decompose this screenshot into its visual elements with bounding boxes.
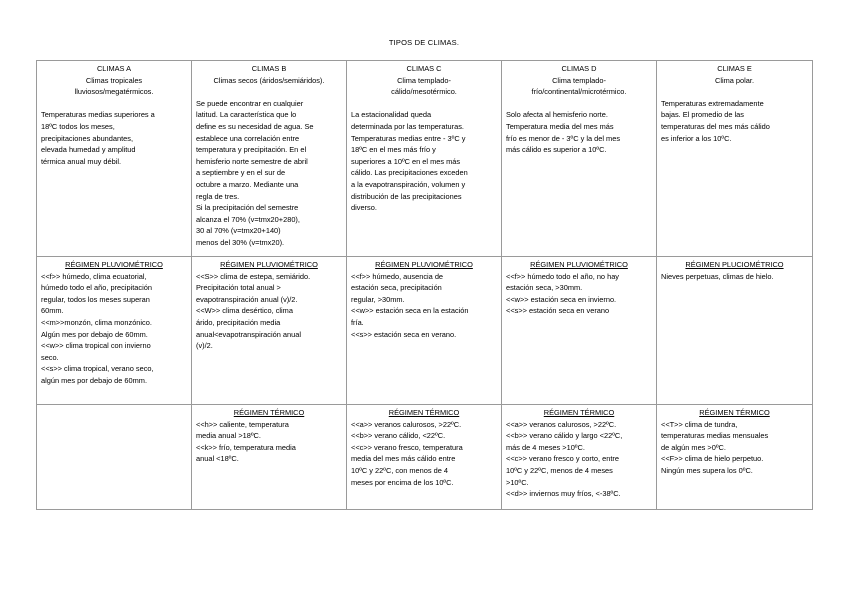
text-line: <<W>> clima desértico, clima [196, 306, 293, 316]
text-line: <<f>> húmedo todo el año, no hay [506, 271, 620, 281]
text-line: frío es menor de - 3ºC y la del mes [506, 133, 621, 143]
thermal-lines [196, 419, 342, 465]
pluvio-title: RÉGIMEN PLUVIOMÉTRICO [530, 260, 628, 269]
text-line: Clima templado- [552, 75, 606, 85]
text-line: Solo afecta al hemisferio norte. [506, 110, 608, 120]
text-line: distribución de las precipitaciones [351, 191, 462, 201]
pluvio-lines [351, 271, 497, 341]
text-line: estación seca, precipitación [351, 283, 442, 293]
text-line: 18ºC en el mes más frío y [351, 145, 436, 155]
text-line: lluviosos/megatérmicos. [74, 87, 154, 97]
climate-cell [192, 61, 347, 257]
pluvio-lines [661, 271, 808, 283]
pluvio-title: RÉGIMEN PLUCIOMÉTRICO [685, 260, 784, 269]
text-line: <<d>> inviernos muy fríos, <-38ºC. [506, 489, 621, 499]
climate-description [351, 109, 497, 213]
climate-cell [37, 61, 192, 257]
thermal-cell [192, 405, 347, 510]
text-line: anual<evapotranspiración anual [196, 329, 301, 339]
text-line: CLIMAS B [251, 64, 287, 73]
text-line: Ningún mes supera los 0ºC. [661, 465, 753, 475]
pluvio-cell [347, 257, 502, 405]
text-line: <<f>> húmedo, clima ecuatorial, [41, 271, 147, 281]
text-line: 18ºC todos los meses, [41, 121, 115, 131]
text-line: temperatura y precipitación. En el [196, 145, 307, 155]
text-line: define es su necesidad de agua. Se [196, 121, 314, 131]
text-line: Nieves perpetuas, climas de hielo. [661, 271, 774, 281]
pluvio-lines [196, 271, 342, 352]
text-line: Climas tropicales [85, 75, 143, 85]
text-line: <<h>> caliente, temperatura [196, 419, 289, 429]
text-line: superiores a 10ºC en el mes más [351, 156, 461, 166]
text-line: algún mes por debajo de 60mm. [41, 375, 147, 385]
text-line: 10ºC y 22ºC, menos de 4 meses [506, 465, 613, 475]
climate-groups-row [37, 61, 813, 257]
text-line: Precipitación total anual > [196, 283, 281, 293]
text-line: Clima templado- [397, 75, 451, 85]
text-line: determinada por las temperaturas. [351, 121, 464, 131]
climate-description [661, 98, 808, 144]
thermal-cell [502, 405, 657, 510]
thermal-lines [506, 419, 652, 500]
text-line: regular, todos los meses superan [41, 294, 150, 304]
text-line: <<s>> estación seca en verano. [351, 329, 457, 339]
text-line: <<s>> estación seca en verano [506, 306, 610, 316]
text-line: <<w>> estación seca en la estación [351, 306, 469, 316]
thermal-lines [661, 419, 808, 477]
text-line: evapotranspiración anual (v)/2. [196, 294, 298, 304]
text-line: CLIMAS D [561, 64, 597, 73]
text-line: <<k>> frío, temperatura media [196, 442, 296, 452]
text-line: octubre a marzo. Mediante una [196, 179, 299, 189]
text-line: <<a>> veranos calurosos, >22ºC. [506, 419, 617, 429]
text-line: media del mes más cálido entre [351, 454, 456, 464]
text-line: <<b>> verano cálido, <22ºC. [351, 431, 446, 441]
climate-description [506, 109, 652, 155]
thermal-title: RÉGIMEN TÉRMICO [543, 408, 615, 417]
text-line: <<s>> clima tropical, verano seco, [41, 364, 154, 374]
text-line: media anual >18ºC. [196, 431, 261, 441]
text-line: alcanza el 70% (v=tmx20+280), [196, 214, 300, 224]
climate-header [196, 63, 342, 86]
text-line: hemisferio norte semestre de abril [196, 156, 308, 166]
text-line: 30 al 70% (v=tmx20+140) [196, 226, 281, 236]
text-line: establece una correlación entre [196, 133, 300, 143]
text-line: <<c>> verano fresco y corto, entre [506, 454, 619, 464]
text-line: de algún mes >0ºC. [661, 442, 726, 452]
text-line: <<F>> clima de hielo perpetuo. [661, 454, 764, 464]
text-line: <<c>> verano fresco, temperatura [351, 442, 463, 452]
text-line: Temperaturas medias entre - 3ºC y [351, 133, 466, 143]
text-line: <<b>> verano cálido y largo <22ºC, [506, 431, 623, 441]
climate-header [506, 63, 652, 98]
pluvio-cell [502, 257, 657, 405]
text-line: 10ºC y 22ºC, con menos de 4 [351, 465, 449, 475]
text-line: temperaturas del mes más cálido [661, 121, 770, 131]
text-line: térmica anual muy débil. [41, 156, 122, 166]
text-line: a la evapotranspiración, volumen y [351, 179, 466, 189]
climate-description [41, 109, 187, 167]
thermal-title: RÉGIMEN TÉRMICO [699, 408, 770, 417]
text-line: <<T>> clima de tundra, [661, 419, 738, 429]
text-line: <<w>> clima tropical con invierno [41, 341, 151, 351]
text-line: CLIMAS E [717, 64, 752, 73]
thermal-cell-empty [37, 405, 192, 510]
text-line: cálido/mesotérmico. [391, 87, 457, 97]
text-line: Temperatura media del mes más [506, 121, 614, 131]
text-line: húmedo todo el año, precipitación [41, 283, 152, 293]
text-line: <<a>> veranos calurosos, >22ºC. [351, 419, 462, 429]
text-line: más de 4 meses >10ºC. [506, 442, 585, 452]
text-line: precipitaciones abundantes, [41, 133, 134, 143]
climate-header [41, 63, 187, 98]
climate-header [351, 63, 497, 98]
climate-cell [502, 61, 657, 257]
pluviometric-regime-row [37, 257, 813, 405]
text-line: más cálido es superior a 10ºC. [506, 145, 607, 155]
text-line: <<w>> estación seca en invierno. [506, 294, 617, 304]
climate-header [661, 63, 808, 86]
climate-description [196, 98, 342, 249]
text-line: Si la precipitación del semestre [196, 203, 299, 213]
climate-cell [657, 61, 813, 257]
text-line: árido, precipitación media [196, 317, 281, 327]
climate-table [36, 60, 813, 510]
text-line: es inferior a los 10ºC. [661, 133, 732, 143]
thermal-lines [351, 419, 497, 489]
text-line: Temperaturas medias superiores a [41, 110, 155, 120]
text-line: La estacionalidad queda [351, 110, 432, 120]
text-line: CLIMAS C [406, 64, 442, 73]
text-line: (v)/2. [196, 341, 213, 351]
text-line: a septiembre y en el sur de [196, 168, 286, 178]
pluvio-cell [657, 257, 813, 405]
climate-cell [347, 61, 502, 257]
pluvio-cell [192, 257, 347, 405]
pluvio-title: RÉGIMEN PLUVIOMÉTRICO [65, 260, 163, 269]
thermal-cell [657, 405, 813, 510]
text-line: >10ºC. [506, 477, 529, 487]
document-title: TIPOS DE CLIMAS. [388, 38, 460, 47]
text-line: menos del 30% (v=tmx20). [196, 237, 285, 247]
text-line: Clima polar. [714, 75, 755, 85]
thermal-cell [347, 405, 502, 510]
text-line: <<f>> húmedo, ausencia de [351, 271, 444, 281]
pluvio-lines [41, 271, 187, 387]
text-line: CLIMAS A [96, 64, 132, 73]
text-line: elevada humedad y amplitud [41, 145, 136, 155]
text-line: seco. [41, 352, 59, 362]
thermal-title: RÉGIMEN TÉRMICO [388, 408, 460, 417]
pluvio-lines [506, 271, 652, 317]
pluvio-title: RÉGIMEN PLUVIOMÉTRICO [375, 260, 473, 269]
text-line: fría. [351, 317, 364, 327]
text-line: Se puede encontrar en cualquier [196, 98, 304, 108]
thermal-regime-row [37, 405, 813, 510]
text-line: latitud. La característica que lo [196, 110, 297, 120]
text-line: meses por encima de los 10ºC. [351, 477, 454, 487]
text-line: cálido. Las precipitaciones exceden [351, 168, 468, 178]
pluvio-cell [37, 257, 192, 405]
text-line: Algún mes por debajo de 60mm. [41, 329, 148, 339]
pluvio-title: RÉGIMEN PLUVIOMÉTRICO [220, 260, 318, 269]
text-line: frío/continental/microtérmico. [531, 87, 627, 97]
text-line: bajas. El promedio de las [661, 110, 744, 120]
text-line: Climas secos (áridos/semiáridos). [213, 75, 325, 85]
text-line: anual <18ºC. [196, 454, 239, 464]
text-line: estación seca, >30mm. [506, 283, 583, 293]
text-line: temperaturas medias mensuales [661, 431, 769, 441]
text-line: regular, >30mm. [351, 294, 405, 304]
text-line: <<m>>monzón, clima monzónico. [41, 317, 152, 327]
text-line: diverso. [351, 203, 377, 213]
text-line: regla de tres. [196, 191, 240, 201]
text-line: <<S>> clima de estepa, semiárido. [196, 271, 311, 281]
thermal-title: RÉGIMEN TÉRMICO [233, 408, 305, 417]
text-line: 60mm. [41, 306, 64, 316]
text-line: Temperaturas extremadamente [661, 98, 764, 108]
